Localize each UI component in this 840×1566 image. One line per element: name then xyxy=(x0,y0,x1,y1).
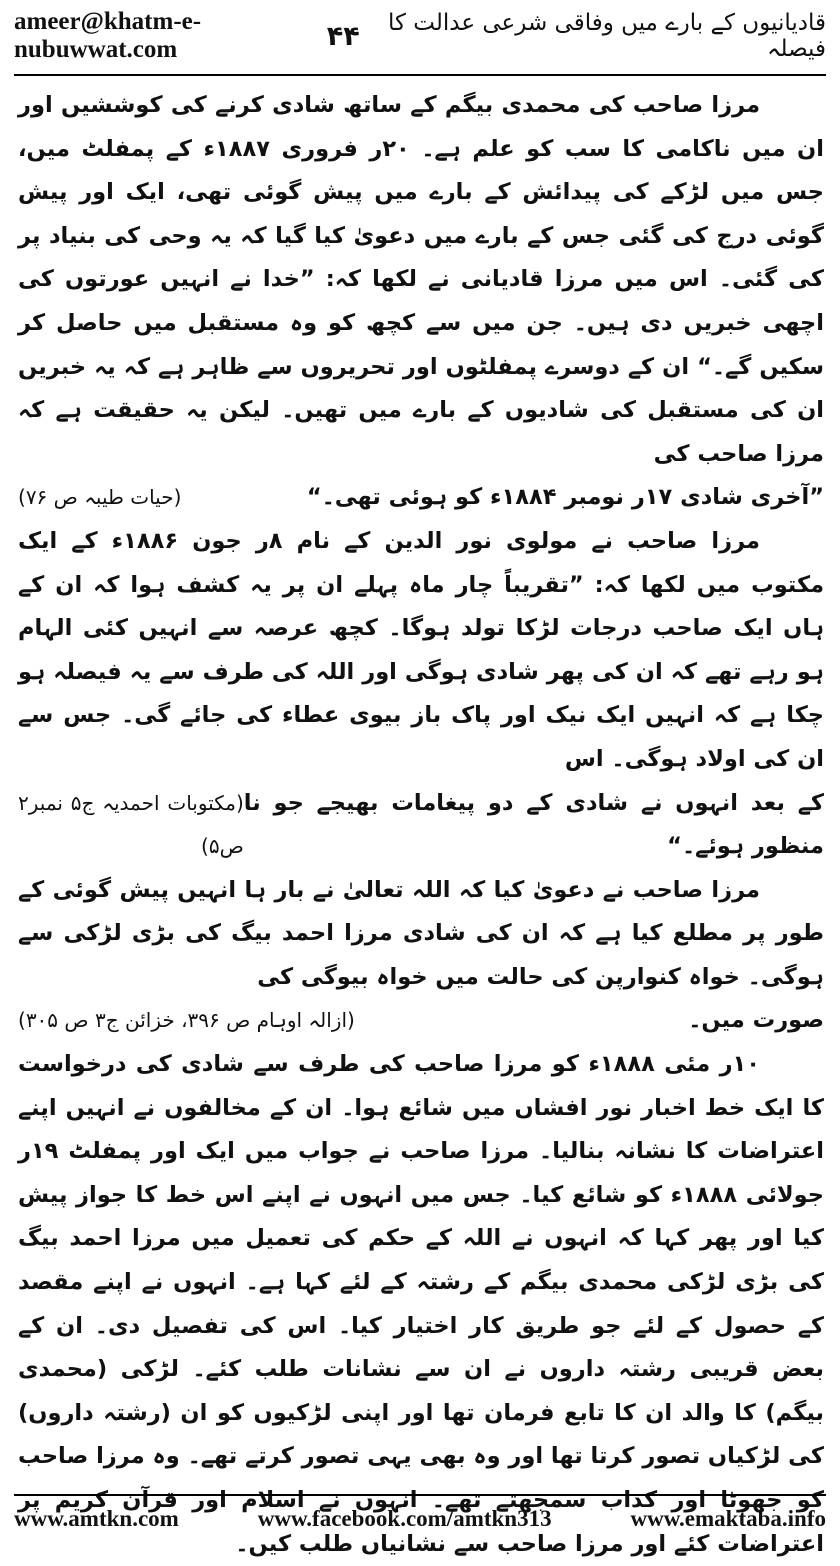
paragraph-1-last-line: ”آخری شادی ۱۷ر نومبر ۱۸۸۴ء کو ہوئی تھی۔“ xyxy=(306,484,824,511)
paragraph-4: ۱۰ر مئی ۱۸۸۸ء کو مرزا صاحب کی طرف سے شادی کی درخواست کا ایک خط اخبار نور افشاں میں شائع ہوا۔ ان کے مخالفوں نے انہیں اپنے اعتراضات کا نشانہ بنالیا۔ مرزا صاحب نے جواب میں ایک اور پمفلٹ ۱۹ر جولائی ۱۸۸۸ء کو شائع کیا۔ جس میں انہوں نے اپنے اس خط کا جواز پیش کیا اور پھر کہا کہ انہوں نے اللہ کے حکم کی تعمیل میں مرزا احمد بیگ کی بڑی لڑکی محمدی بیگم کے رشتہ کے لئے کہا ہے۔ انہوں نے اپنے مقصد کے حصول کے لئے جو طریق کار اختیار کیا۔ اس کی تفصیل دی۔ ان کے بعض قریبی رشتہ داروں نے ان سے نشانات طلب کئے۔ لڑکی (محمدی بیگم) کا والد ان کا تابع فرمان تھا اور اپنی لڑکیوں کو ان (رشتہ داروں) کی لڑکیاں تصور کرتا تھا اور وہ بھی یہی تصور کرتے تھے۔ وہ مرزا صاحب کو جھوٹا اور کذاب سمجھتے تھے۔ انہوں نے اسلام اور قرآن کریم پر اعتراضات کئے اور مرزا صاحب سے نشانیاں طلب کیں۔ xyxy=(18,1051,824,1557)
paragraph-2-last-line: کے بعد انہوں نے شادی کے دو پیغامات بھیجے جو نا منظور ہوئے۔“ xyxy=(243,789,824,860)
running-title: قادیانیوں کے بارے میں وفاقی شرعی عدالت کا فیصلہ xyxy=(388,10,826,62)
header-title-group xyxy=(327,10,826,62)
footer-link-emaktaba[interactable]: www.emaktaba.info xyxy=(630,1506,826,1531)
paragraph-3-last-line: صورت میں۔ xyxy=(688,1007,824,1034)
page-header xyxy=(14,0,826,72)
paragraph-2-closing xyxy=(18,782,824,869)
citation-hayat-tayyiba: (حیات طیبہ ص ۷۶) xyxy=(18,485,182,510)
paragraph-1: مرزا صاحب کی محمدی بیگم کے ساتھ شادی کرنے کی کوششیں اور ان میں ناکامی کا سب کو علم ہے۔ ۲۰ر فروری ۱۸۸۷ء کے پمفلٹ میں، جس میں لڑکے کی پیدائش کے بارے میں پیش گوئی تھی، ایک اور پیش گوئی درج کی گئی جس کے بارے میں دعویٰ کیا گیا کہ یہ وحی کی بنیاد پر کی گئی۔ اس میں مرزا قادیانی نے لکھا کہ: ”خدا نے انہیں عورتوں کی اچھی خبریں دی ہیں۔ جن میں سے کچھ کو وہ مستقبل میں حاصل کر سکیں گے۔“ ان کے دوسرے پمفلٹوں اور تحریروں سے ظاہر ہے کہ یہ خبریں ان کی مستقبل کی شادیوں کے بارے میں تھیں۔ لیکن یہ حقیقت ہے کہ مرزا صاحب کی xyxy=(18,92,824,467)
page-footer xyxy=(14,1502,826,1536)
page-number: ۴۴ xyxy=(326,20,360,52)
paragraph-3-closing xyxy=(18,999,824,1043)
citation-izala-auham: (ازالہ اوہام ص ۳۹۶، خزائن ج۳ ص ۳۰۵) xyxy=(18,1008,355,1033)
paragraph-2: مرزا صاحب نے مولوی نور الدین کے نام ۸ر جون ۱۸۸۶ء کے ایک مکتوب میں لکھا کہ: ”تقریباً چار ماہ پہلے ان پر یہ کشف ہوا کہ ان کے ہاں ایک صاحب درجات لڑکا تولد ہوگا۔ کچھ عرصہ سے انہیں کئی الہام ہو رہے تھے کہ ان کی پھر شادی ہوگی اور اللہ کی طرف سے یہ فیصلہ ہو چکا ہے کہ انہیں ایک نیک اور پاک باز بیوی عطاء کی جائے گی۔ جس سے ان کی اولاد ہوگی۔ اس xyxy=(18,527,824,772)
paragraph-1-closing xyxy=(18,476,824,520)
header-divider xyxy=(14,74,826,76)
footer-divider xyxy=(14,1494,826,1496)
header-email: ameer@khatm-e-nubuwwat.com xyxy=(14,8,202,63)
footer-link-amtkn[interactable]: www.amtkn.com xyxy=(14,1506,179,1531)
paragraph-3: مرزا صاحب نے دعویٰ کیا کہ اللہ تعالیٰ نے بار ہا انہیں پیش گوئی کے طور پر مطلع کیا ہے کہ ان کی شادی مرزا احمد بیگ کی بڑی لڑکی سے ہوگی۔ خواہ کنوارپن کی حالت میں خواہ بیوگی کی xyxy=(18,876,824,990)
footer-link-facebook[interactable]: www.facebook.com/amtkn313 xyxy=(257,1506,552,1531)
citation-maktubat: (مکتوبات احمدیہ ج۵ نمبر۲ ص۵) xyxy=(18,790,244,859)
